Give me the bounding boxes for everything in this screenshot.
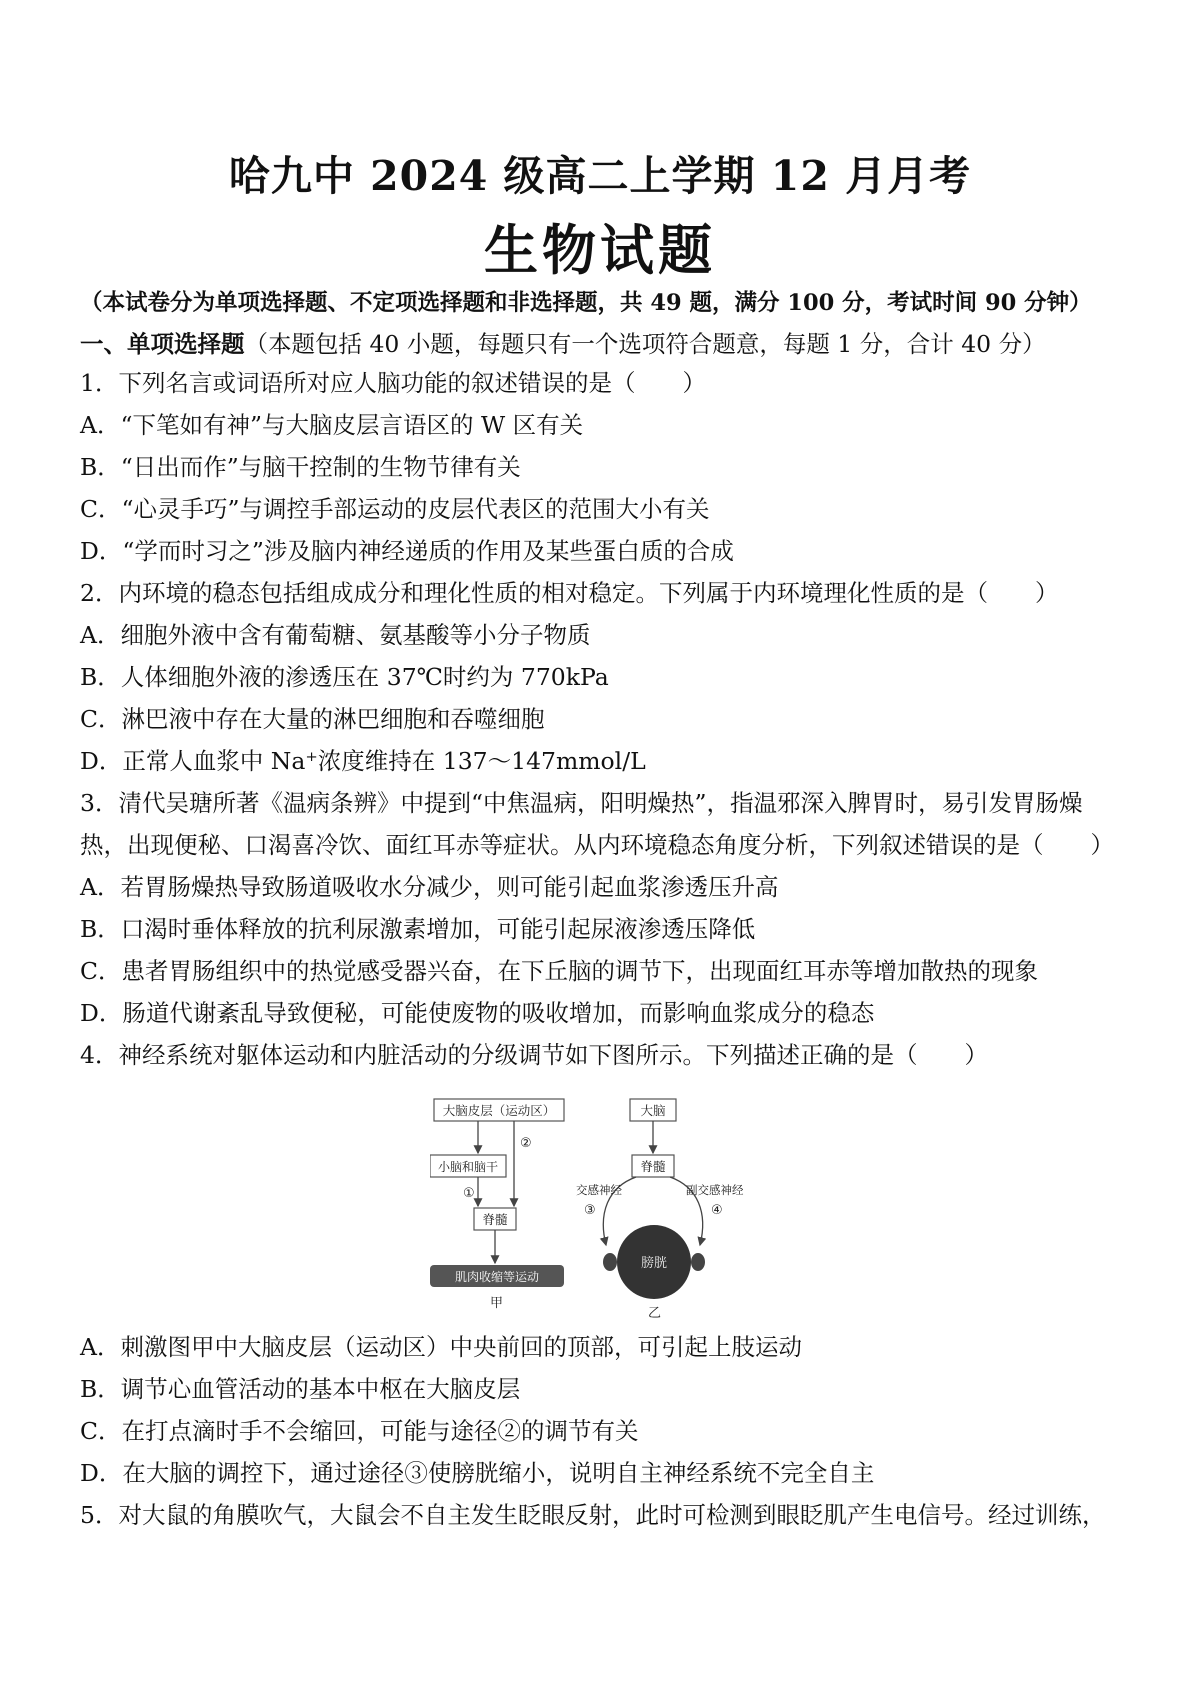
- question-3-option-c: C．患者胃肠组织中的热觉感受器兴奋，在下丘脑的调节下，出现面红耳赤等增加散热的现象: [80, 957, 1038, 985]
- question-4-option-b: B．调节心血管活动的基本中枢在大脑皮层: [80, 1375, 521, 1403]
- question-1-option-a: A．“下笔如有神”与大脑皮层言语区的 W 区有关: [80, 411, 584, 439]
- question-1-option-c: C．“心灵手巧”与调控手部运动的皮层代表区的范围大小有关: [80, 495, 710, 523]
- cerebellum-label: 小脑和脑干: [437, 1160, 499, 1174]
- pathway-2-label: ②: [520, 1136, 532, 1151]
- question-2-option-b: B．人体细胞外液的渗透压在 37℃时约为 770kPa: [80, 663, 609, 691]
- question-4-option-a: A．刺激图甲中大脑皮层（运动区）中央前回的顶部，可引起上肢运动: [80, 1333, 802, 1361]
- section-heading: 一、单项选择题: [80, 330, 245, 358]
- subject-title: 生物试题: [484, 218, 716, 282]
- question-5-stem: 5．对大鼠的角膜吹气，大鼠会不自主发生眨眼反射，此时可检测到眼眨肌产生电信号。经过训练，: [80, 1501, 1106, 1529]
- figure-yi: [576, 1099, 744, 1321]
- pathway-4-label: ④: [711, 1203, 723, 1218]
- spinal-cord-label-jia: 脊髓: [482, 1212, 508, 1227]
- parasympathetic-label: 副交感神经: [686, 1183, 744, 1197]
- bladder-left-node: [603, 1253, 617, 1271]
- question-4-stem: 4．神经系统对躯体运动和内脏活动的分级调节如下图所示。下列描述正确的是（ ）: [80, 1041, 988, 1069]
- cortex-label: 大脑皮层（运动区）: [442, 1103, 556, 1118]
- question-3-stem-line-1: 3．清代吴瑭所著《温病条辨》中提到“中焦温病，阳明燥热”，指温邪深入脾胃时，易引发胃肠燥: [80, 789, 1083, 817]
- question-1-option-d: D．“学而时习之”涉及脑内神经递质的作用及某些蛋白质的合成: [80, 537, 734, 565]
- question-1-option-b: B．“日出而作”与脑干控制的生物节律有关: [80, 453, 521, 481]
- figure-jia: [430, 1099, 564, 1311]
- pathway-1-label: ①: [463, 1186, 475, 1201]
- question-4-option-c: C．在打点滴时手不会缩回，可能与途径②的调节有关: [80, 1417, 639, 1445]
- bladder-right-node: [691, 1253, 705, 1271]
- question-3-option-b: B．口渴时垂体释放的抗利尿激素增加，可能引起尿液渗透压降低: [80, 915, 756, 943]
- exam-title: 哈九中 2024 级高二上学期 12 月月考: [228, 152, 972, 200]
- exam-note: （本试卷分为单项选择题、不定项选择题和非选择题，共 49 题，满分 100 分，考试时间 90 分钟）: [80, 290, 1092, 316]
- figure-yi-caption: 乙: [648, 1306, 662, 1321]
- spinal-cord-label-yi: 脊髓: [640, 1159, 666, 1174]
- section-description: （本题包括 40 小题，每题只有一个选项符合题意，每题 1 分，合计 40 分）: [244, 330, 1046, 358]
- question-2-stem: 2．内环境的稳态包括组成成分和理化性质的相对稳定。下列属于内环境理化性质的是（ ）: [80, 579, 1059, 607]
- question-2-option-d: D．正常人血浆中 Na⁺浓度维持在 137～147mmol/L: [80, 747, 646, 775]
- brain-label: 大脑: [640, 1103, 666, 1118]
- section-header: [80, 328, 1150, 360]
- question-3-option-a: A．若胃肠燥热导致肠道吸收水分减少，则可能引起血浆渗透压升高: [80, 873, 779, 901]
- pathway-3-label: ③: [584, 1203, 596, 1218]
- figure-jia-caption: 甲: [490, 1296, 504, 1311]
- question-3-option-d: D．肠道代谢紊乱导致便秘，可能使废物的吸收增加，而影响血浆成分的稳态: [80, 999, 875, 1027]
- question-2-option-c: C．淋巴液中存在大量的淋巴细胞和吞噬细胞: [80, 705, 545, 733]
- question-2-option-a: A．细胞外液中含有葡萄糖、氨基酸等小分子物质: [80, 621, 591, 649]
- question-4-option-d: D．在大脑的调控下，通过途径③使膀胱缩小，说明自主神经系统不完全自主: [80, 1459, 875, 1487]
- nervous-system-figure: [430, 1095, 810, 1325]
- question-1-stem: 1．下列名言或词语所对应人脑功能的叙述错误的是（ ）: [80, 369, 706, 397]
- sympathetic-label: 交感神经: [576, 1183, 622, 1197]
- bladder-label: 膀胱: [640, 1256, 668, 1271]
- question-3-stem-line-2: 热，出现便秘、口渴喜冷饮、面红耳赤等症状。从内环境稳态角度分析，下列叙述错误的是（ ）: [80, 831, 1114, 859]
- muscle-label: 肌肉收缩等运动: [454, 1270, 540, 1284]
